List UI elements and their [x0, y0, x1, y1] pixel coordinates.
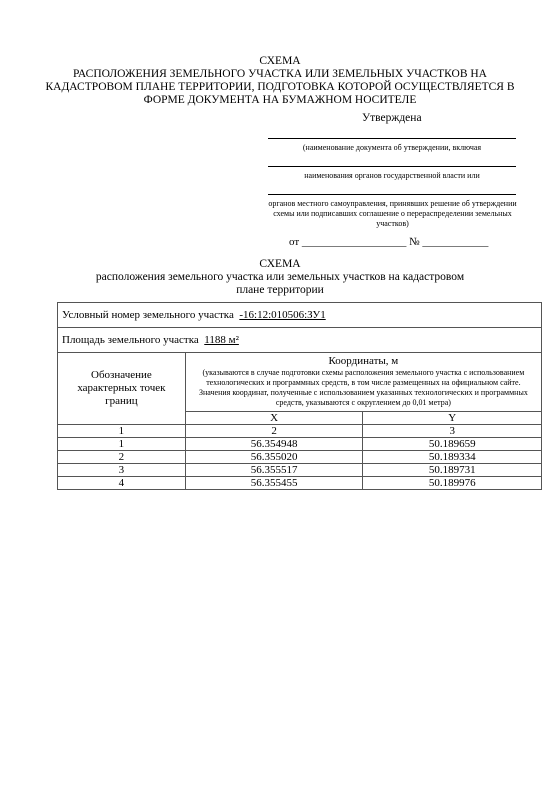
approval-line-2 — [268, 166, 516, 167]
x-cell: 56.355020 — [185, 451, 363, 464]
y-cell: 50.189976 — [363, 477, 542, 490]
table-row — [58, 438, 542, 451]
header-row — [58, 353, 542, 412]
approval-date-number-line: от ___________________ № ____________ — [289, 236, 489, 248]
table-row — [58, 477, 542, 490]
approval-label: Утверждена — [362, 112, 422, 124]
table-row — [58, 464, 542, 477]
x-column-header: X — [185, 412, 363, 425]
header-subtitle-line-1: РАСПОЛОЖЕНИЯ ЗЕМЕЛЬНОГО УЧАСТКА ИЛИ ЗЕМЕЛЬНЫХ УЧАСТКОВ НА — [73, 68, 487, 80]
approval-line-1 — [268, 138, 516, 139]
area-row — [58, 328, 542, 353]
point-cell: 1 — [58, 438, 186, 451]
header-subtitle-line-3: ФОРМЕ ДОКУМЕНТА НА БУМАЖНОМ НОСИТЕЛЕ — [143, 94, 417, 106]
scheme-line-1: расположения земельного участка или земельных участков на кадастровом — [95, 271, 465, 283]
point-cell: 2 — [58, 451, 186, 464]
approval-note-2: наименования органов государственной власти или — [304, 171, 480, 180]
y-cell: 50.189731 — [363, 464, 542, 477]
x-cell: 56.355517 — [185, 464, 363, 477]
cadastral-value: -16:12:010506:ЗУ1 — [239, 309, 326, 321]
cadastral-row — [58, 303, 542, 328]
area-value: 1188 м² — [204, 334, 239, 346]
point-cell: 3 — [58, 464, 186, 477]
header-title: СХЕМА — [259, 55, 301, 67]
coordinates-table — [57, 302, 542, 490]
index-cell-2: 2 — [185, 425, 363, 438]
index-cell-1: 1 — [58, 425, 186, 438]
approval-note-3-line-3: участков) — [376, 219, 409, 228]
header-subtitle-line-2: КАДАСТРОВОМ ПЛАНЕ ТЕРРИТОРИИ, ПОДГОТОВКА КОТОРОЙ ОСУЩЕСТВЛЯЕТСЯ В — [45, 81, 515, 93]
scheme-title: СХЕМА — [259, 258, 301, 270]
area-label: Площадь земельного участка — [62, 334, 199, 346]
point-column-header: Обозначение характерных точек границ — [58, 353, 186, 425]
cadastral-cell — [58, 303, 542, 328]
point-cell: 4 — [58, 477, 186, 490]
index-cell-3: 3 — [363, 425, 542, 438]
y-cell: 50.189334 — [363, 451, 542, 464]
coordinates-header: Координаты, м — [328, 355, 399, 367]
scheme-line-2: плане территории — [236, 284, 324, 296]
approval-note-3-line-1: органов местного самоуправления, принявших решение об утверждении — [268, 199, 517, 208]
approval-line-3 — [268, 194, 516, 195]
area-cell — [58, 328, 542, 353]
index-row — [58, 425, 542, 438]
y-column-header: Y — [363, 412, 542, 425]
coordinates-header-cell — [185, 353, 541, 412]
approval-note-1: (наименование документа об утверждении, включая — [302, 143, 482, 152]
cadastral-label: Условный номер земельного участка — [62, 309, 234, 321]
x-cell: 56.355455 — [185, 477, 363, 490]
approval-note-3-line-2: схемы или подписавших соглашение о перераспределении земельных — [273, 209, 512, 218]
x-cell: 56.354948 — [185, 438, 363, 451]
y-cell: 50.189659 — [363, 438, 542, 451]
coordinates-note: (указываются в случае подготовки схемы расположения земельного участка с использованием технологических и программных средств, в том числе размещенных на официальном сайте. Значения координат, полученные с использованием указанных технологических и программных средств, указываются с округлением до 0,01 метра) — [198, 368, 528, 407]
table-row — [58, 451, 542, 464]
